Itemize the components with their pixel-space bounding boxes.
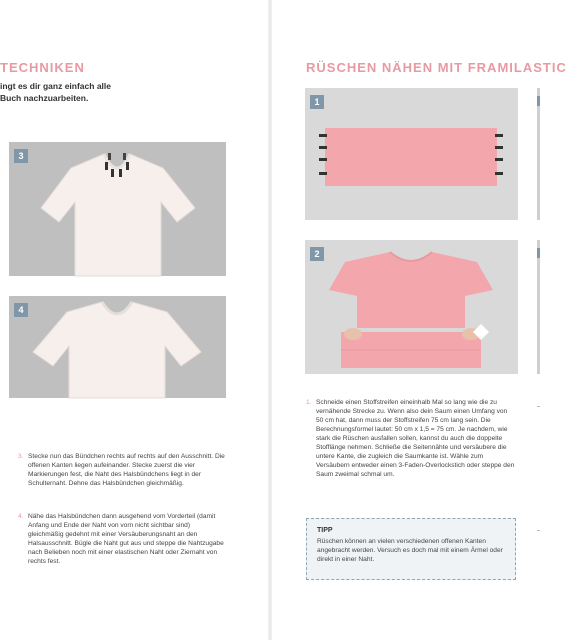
photo-step-2 [305,240,518,374]
right-page-heading: RÜSCHEN NÄHEN MIT FRAMILASTIC [306,60,567,75]
photo-step-4 [9,296,226,398]
step-number: 3. [18,453,24,460]
next-page-badge-edge [537,96,540,106]
left-step-4 [18,512,226,566]
photo-step-1 [305,88,518,220]
left-page-heading: TECHNIKEN [0,60,85,75]
left-step-3 [18,452,226,488]
next-page-text-edge [537,530,540,531]
pink-shirt-illustration [305,240,518,374]
left-page-intro [0,80,111,104]
step-text: Schneide einen Stoffstreifen eineinhalb Mal so lang wie die zu vernähende Strecke zu. Wenn also dein Saum einen Umfang von 50 cm hat, dann muss der Stoffstreifen 75 cm lang sein. Die Berechnungsformel lautet: 50 cm x 1,5 = 75 cm. Je nachdem, wie stark die Rüschen ausfallen sollen, kannst du auch die doppelte Stofflänge nehmen. Schließe die Seitennähte und versäubere die untere Kante, die zugleich die Saumkante ist. Wähle zum Versäubern entweder einen 3-Faden-Overlockstich oder steppe den Saum zweimal schmal um. [316,399,515,478]
tip-title: TIPP [317,527,333,534]
step-badge: 2 [310,247,324,261]
tip-text: Rüschen können an vielen verschiedenen offenen Kanten angebracht werden. Versuch es doch mal mit einem Ärmel oder direkt in einer Naht. [317,538,503,563]
next-page-text-edge [537,406,540,407]
next-page-photo-edge [537,88,540,220]
pink-strip-illustration [305,88,518,220]
step-number: 1. [306,399,312,406]
next-page-photo-edge [537,240,540,374]
intro-line: ingt es dir ganz einfach alle [0,81,111,91]
step-badge: 4 [14,303,28,317]
step-badge: 1 [310,95,324,109]
tshirt-neckband-illustration [9,142,226,276]
tshirt-finished-illustration [9,296,226,398]
next-page-badge-edge [537,248,540,258]
page-gutter [268,0,272,640]
step-badge: 3 [14,149,28,163]
right-step-1 [306,398,516,479]
step-text: Stecke nun das Bündchen rechts auf rechts auf den Ausschnitt. Die offenen Kanten liegen aufeinander. Stecke zuerst die vier Markierungen fest, die Naht des Halsbündchens liegt in der Schulternaht. Dehne das Halsbündchen gleichmäßig. [28,453,225,487]
intro-line: Buch nachzuarbeiten. [0,93,89,103]
step-number: 4. [18,513,24,520]
tip-box [306,518,516,580]
step-text: Nähe das Halsbündchen dann ausgehend vom Vorderteil (damit Anfang und Ende der Naht von vorn nicht sichtbar sind) gleichmäßig gedehnt mit einer Versäuberungsnaht an den Halsausschnitt. Bügle die Naht gut aus und steppe die Nahtzugabe nach Belieben noch mit einer elastischen Naht oder Ziernaht von rechts fest. [28,513,224,565]
photo-step-3 [9,142,226,276]
